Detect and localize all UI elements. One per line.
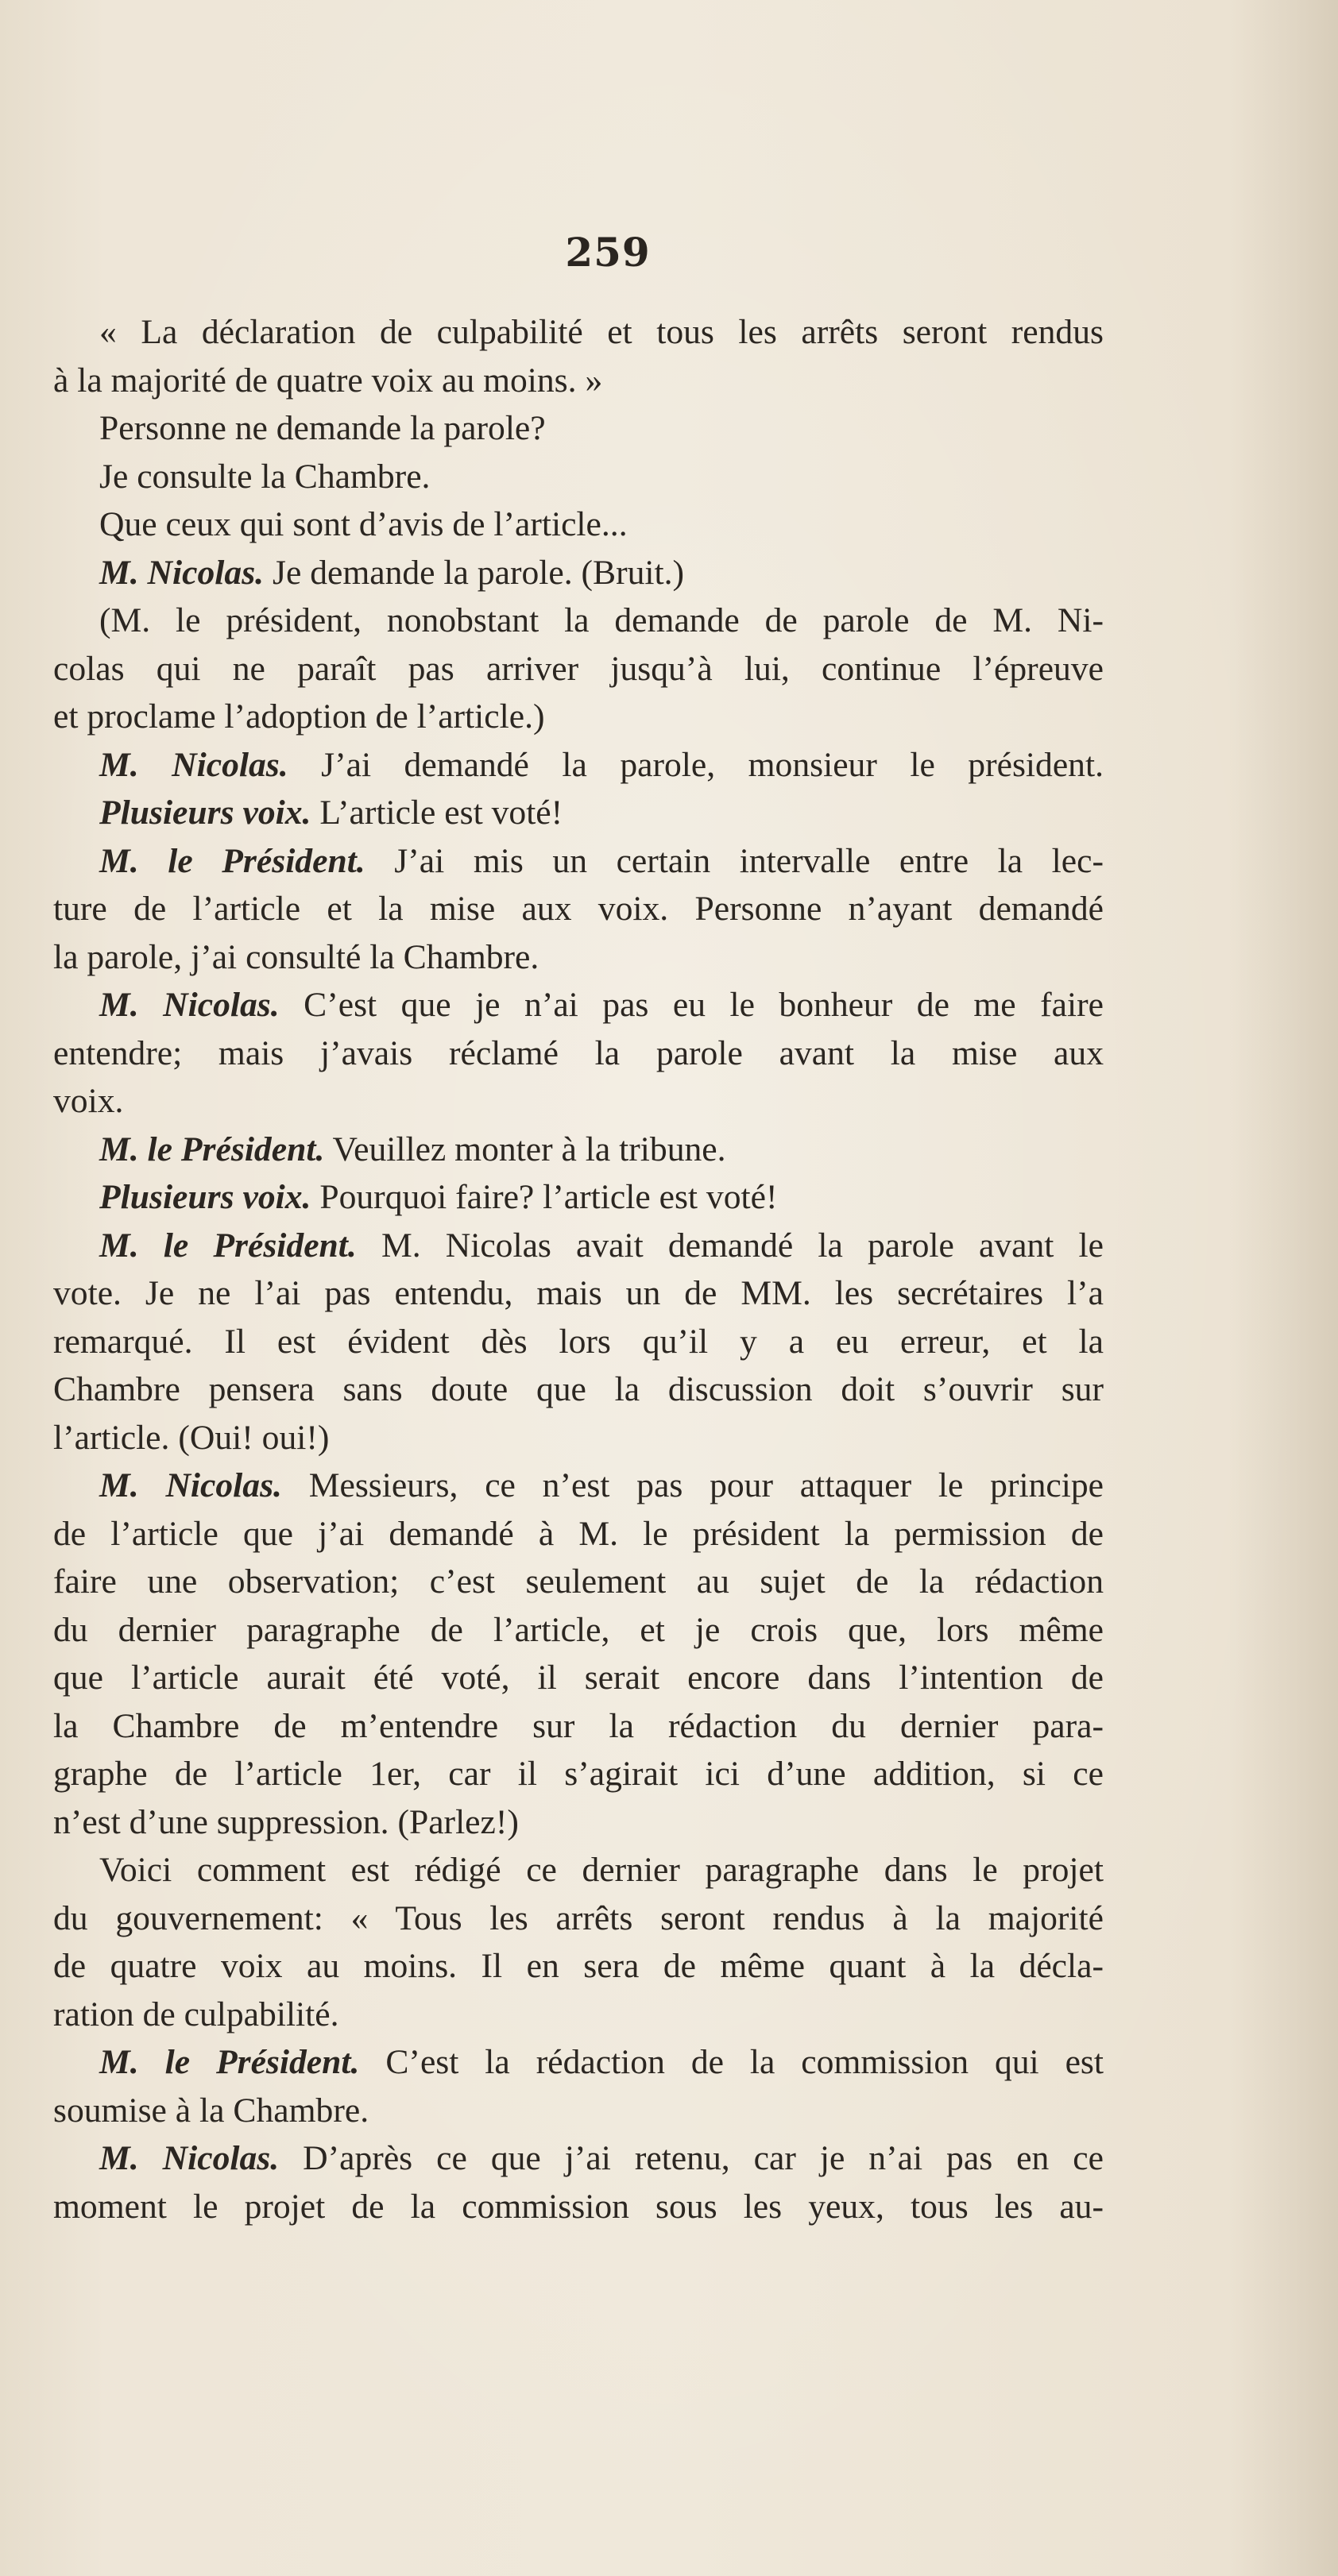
text-line: M. Nicolas. J’ai demandé la parole, monsieur le président. bbox=[99, 745, 1104, 784]
text-line: « La déclaration de culpabilité et tous les arrêts seront rendus bbox=[99, 313, 1104, 351]
speaker-name: M. Nicolas. bbox=[99, 1466, 282, 1504]
speaker-name: M. le Président. bbox=[99, 2043, 360, 2081]
text-line: Personne ne demande la parole? bbox=[99, 409, 546, 447]
text-line: M. Nicolas. Je demande la parole. (Bruit.) bbox=[99, 553, 685, 592]
text-line: ture de l’article et la mise aux voix. Personne n’ayant demandé bbox=[53, 890, 1104, 928]
text-line: la parole, j’ai consulté la Chambre. bbox=[53, 937, 539, 976]
text-line: du dernier paragraphe de l’article, et je crois que, lors même bbox=[53, 1610, 1104, 1649]
text-line: ration de culpabilité. bbox=[53, 1995, 339, 2033]
speaker-name: M. le Président. bbox=[99, 1226, 357, 1265]
text-line: M. Nicolas. C’est que je n’ai pas eu le bonheur de me faire bbox=[99, 986, 1104, 1024]
text-line: colas qui ne paraît pas arriver jusqu’à lui, continue l’épreuve bbox=[53, 649, 1104, 688]
text-line: Que ceux qui sont d’avis de l’article... bbox=[99, 505, 628, 543]
text-line: (M. le président, nonobstant la demande de parole de M. Ni- bbox=[99, 601, 1104, 639]
speaker-name: M. le Président. bbox=[99, 1130, 325, 1168]
text-line: Je consulte la Chambre. bbox=[99, 457, 431, 496]
body-text bbox=[53, 308, 1104, 2230]
text-line: M. le Président. J’ai mis un certain intervalle entre la lec- bbox=[99, 841, 1104, 880]
text-line: M. le Président. M. Nicolas avait demandé la parole avant le bbox=[99, 1226, 1104, 1265]
speaker-name: M. Nicolas. bbox=[99, 2139, 280, 2177]
page-number: 259 bbox=[565, 229, 651, 276]
text-line: graphe de l’article 1er, car il s’agirait ici d’une addition, si ce bbox=[53, 1755, 1104, 1793]
text-line: voix. bbox=[53, 1082, 124, 1120]
text-line: de quatre voix au moins. Il en sera de même quant à la décla- bbox=[53, 1947, 1104, 1985]
text-line: du gouvernement: « Tous les arrêts seront rendus à la majorité bbox=[53, 1898, 1104, 1937]
text-line: Plusieurs voix. Pourquoi faire? l’article est voté! bbox=[99, 1178, 778, 1216]
text-line: M. le Président. Veuillez monter à la tribune. bbox=[99, 1130, 726, 1168]
speaker-name: Plusieurs voix. bbox=[99, 794, 311, 832]
speaker-name: M. le Président. bbox=[99, 841, 365, 880]
text-line: entendre; mais j’avais réclamé la parole avant la mise aux bbox=[53, 1033, 1104, 1072]
text-line: moment le projet de la commission sous les yeux, tous les au- bbox=[53, 2187, 1104, 2226]
text-line: faire une observation; c’est seulement au sujet de la rédaction bbox=[53, 1562, 1104, 1601]
text-line: M. le Président. C’est la rédaction de la commission qui est bbox=[99, 2043, 1104, 2081]
text-line: remarqué. Il est évident dès lors qu’il y a eu erreur, et la bbox=[53, 1322, 1104, 1361]
text-line: n’est d’une suppression. (Parlez!) bbox=[53, 1802, 519, 1841]
text-line: l’article. (Oui! oui!) bbox=[53, 1418, 330, 1457]
text-line: vote. Je ne l’ai pas entendu, mais un de MM. les secrétaires l’a bbox=[53, 1274, 1104, 1312]
speaker-name: M. Nicolas. bbox=[99, 745, 288, 784]
speaker-name: Plusieurs voix. bbox=[99, 1178, 311, 1216]
text-line: la Chambre de m’entendre sur la rédaction du dernier para- bbox=[53, 1706, 1104, 1745]
paper-edge-shadow bbox=[1227, 0, 1338, 2576]
speaker-name: M. Nicolas. bbox=[99, 986, 280, 1024]
speaker-name: M. Nicolas. bbox=[99, 553, 265, 592]
text-line: de l’article que j’ai demandé à M. le président la permission de bbox=[53, 1514, 1104, 1553]
text-line: M. Nicolas. D’après ce que j’ai retenu, car je n’ai pas en ce bbox=[99, 2139, 1104, 2177]
text-line: Plusieurs voix. L’article est voté! bbox=[99, 794, 563, 832]
text-line: M. Nicolas. Messieurs, ce n’est pas pour attaquer le principe bbox=[99, 1466, 1104, 1504]
text-line: Voici comment est rédigé ce dernier paragraphe dans le projet bbox=[99, 1851, 1104, 1889]
text-line: que l’article aurait été voté, il serait encore dans l’intention de bbox=[53, 1659, 1104, 1697]
text-line: Chambre pensera sans doute que la discussion doit s’ouvrir sur bbox=[53, 1370, 1104, 1408]
text-line: à la majorité de quatre voix au moins. » bbox=[53, 361, 603, 400]
text-line: et proclame l’adoption de l’article.) bbox=[53, 697, 545, 736]
text-line: soumise à la Chambre. bbox=[53, 2091, 369, 2130]
